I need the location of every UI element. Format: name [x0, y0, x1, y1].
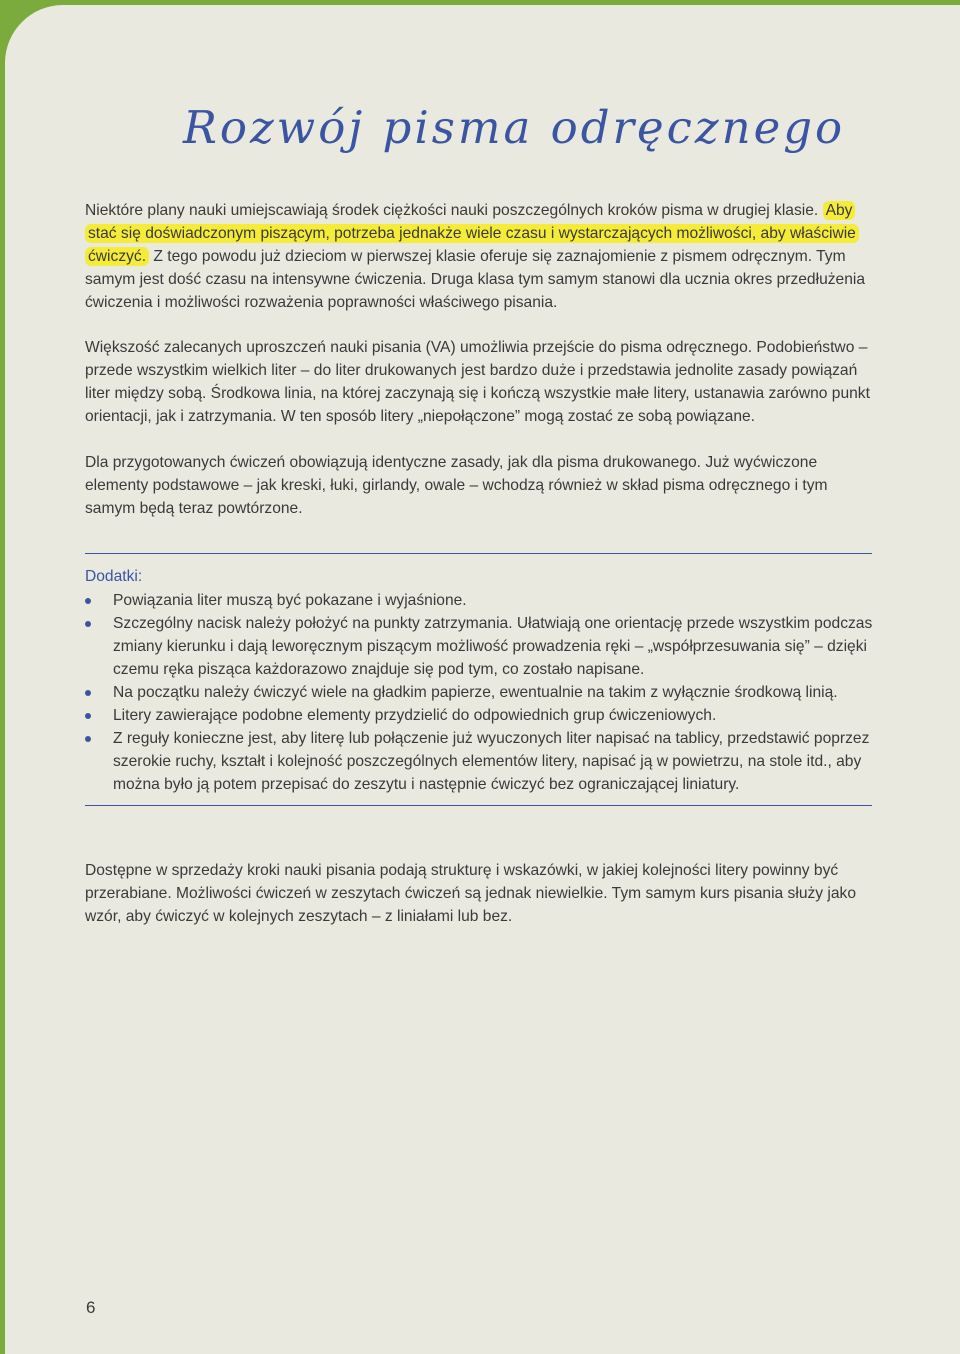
- dodatki-heading: Dodatki:: [85, 568, 143, 585]
- list-item: [85, 681, 877, 704]
- page: [5, 5, 960, 1354]
- paragraph-intro-end: Z tego powodu już dzieciom w pierwszej klasie oferuje się zaznajomienie z pismem odręcznym. Tym samym jest dość czasu na intensywne ćwiczenia. Druga klasa tym samym stanowi dla ucznia okres przedłużenia ćwiczenia i możliwości rozważenia poprawności właściwego pisania.: [85, 248, 866, 311]
- list-item: [85, 589, 877, 612]
- list-item-text: Litery zawierające podobne elementy przydzielić do odpowiednich grup ćwiczeniowych.: [113, 707, 717, 724]
- dodatki-list: [85, 589, 877, 796]
- list-item-text: Z reguły konieczne jest, aby literę lub połączenie już wyuczonych liter napisać na tablicy, przedstawić poprzez szerokie ruchy, kształt i kolejność poszczególnych elementów litery, napisać ją w powietrzu, na stole itd., aby można było ją potem przepisać do zeszytu i następnie ćwiczyć bez ograniczającej liniatury.: [113, 730, 870, 793]
- paragraph-simplifications: Większość zalecanych uproszczeń nauki pisania (VA) umożliwia przejście do pisma odręcznego. Podobieństwo – przede wszystkim wielkich liter – do liter drukowanych jest bardzo duże i przedstawia jednolite zasady powiązań liter między sobą. Środkowa linia, na której zaczynają się i kończą wszystkie małe litery, ustanawia zarówno punkt orientacji, jak i zatrzymania. W ten sposób litery „niepołączone” mogą zostać ze sobą powiązane.: [85, 339, 870, 425]
- list-item: [85, 704, 877, 727]
- bullet-icon: [85, 713, 91, 719]
- bullet-icon: [85, 621, 91, 627]
- paragraph-courses: Dostępne w sprzedaży kroki nauki pisania podają strukturę i wskazówki, w jakiej kolejności litery powinny być przerabiane. Możliwości ćwiczeń w zeszytach ćwiczeń są jednak niewielkie. Tym samym kurs pisania służy jako wzór, aby ćwiczyć w kolejnych zeszytach – z liniałami lub bez.: [85, 862, 857, 925]
- list-item-text: Szczególny nacisk należy położyć na punkty zatrzymania. Ułatwiają one orientację przede wszystkim podczas zmiany kierunku i dają leworęcznym piszącym możliwość prowadzenia ręki – „współprzesuwania się” – dzięki czemu ręka pisząca każdorazowo znajduje się pod tym, co zostało napisane.: [113, 615, 873, 678]
- list-item-text: Powiązania liter muszą być pokazane i wyjaśnione.: [113, 592, 467, 609]
- bullet-icon: [85, 598, 91, 604]
- list-item: [85, 612, 877, 681]
- paragraph-intro: [85, 199, 877, 314]
- list-item: [85, 727, 877, 796]
- highlighted-text: Aby stać się doświadczonym piszącym, potrzeba jednakże wiele czasu i wystarczających możliwości, aby właściwie ćwiczyć.: [85, 201, 859, 266]
- page-number: 6: [86, 1298, 96, 1317]
- page-title: Rozwój pisma odręcznego: [183, 101, 846, 154]
- divider-bottom: [85, 805, 872, 806]
- divider-top: [85, 553, 872, 554]
- list-item-text: Na początku należy ćwiczyć wiele na gładkim papierze, ewentualnie na takim z wyłącznie środkową linią.: [113, 684, 838, 701]
- bullet-icon: [85, 736, 91, 742]
- paragraph-exercises: Dla przygotowanych ćwiczeń obowiązują identyczne zasady, jak dla pisma drukowanego. Już wyćwiczone elementy podstawowe – jak kreski, łuki, girlandy, owale – wchodzą również w skład pisma odręcznego i tym samym będą teraz powtórzone.: [85, 454, 828, 517]
- bullet-icon: [85, 690, 91, 696]
- paragraph-intro-start: Niektóre plany nauki umiejscawiają środek ciężkości nauki poszczególnych kroków pisma w drugiej klasie.: [85, 202, 823, 219]
